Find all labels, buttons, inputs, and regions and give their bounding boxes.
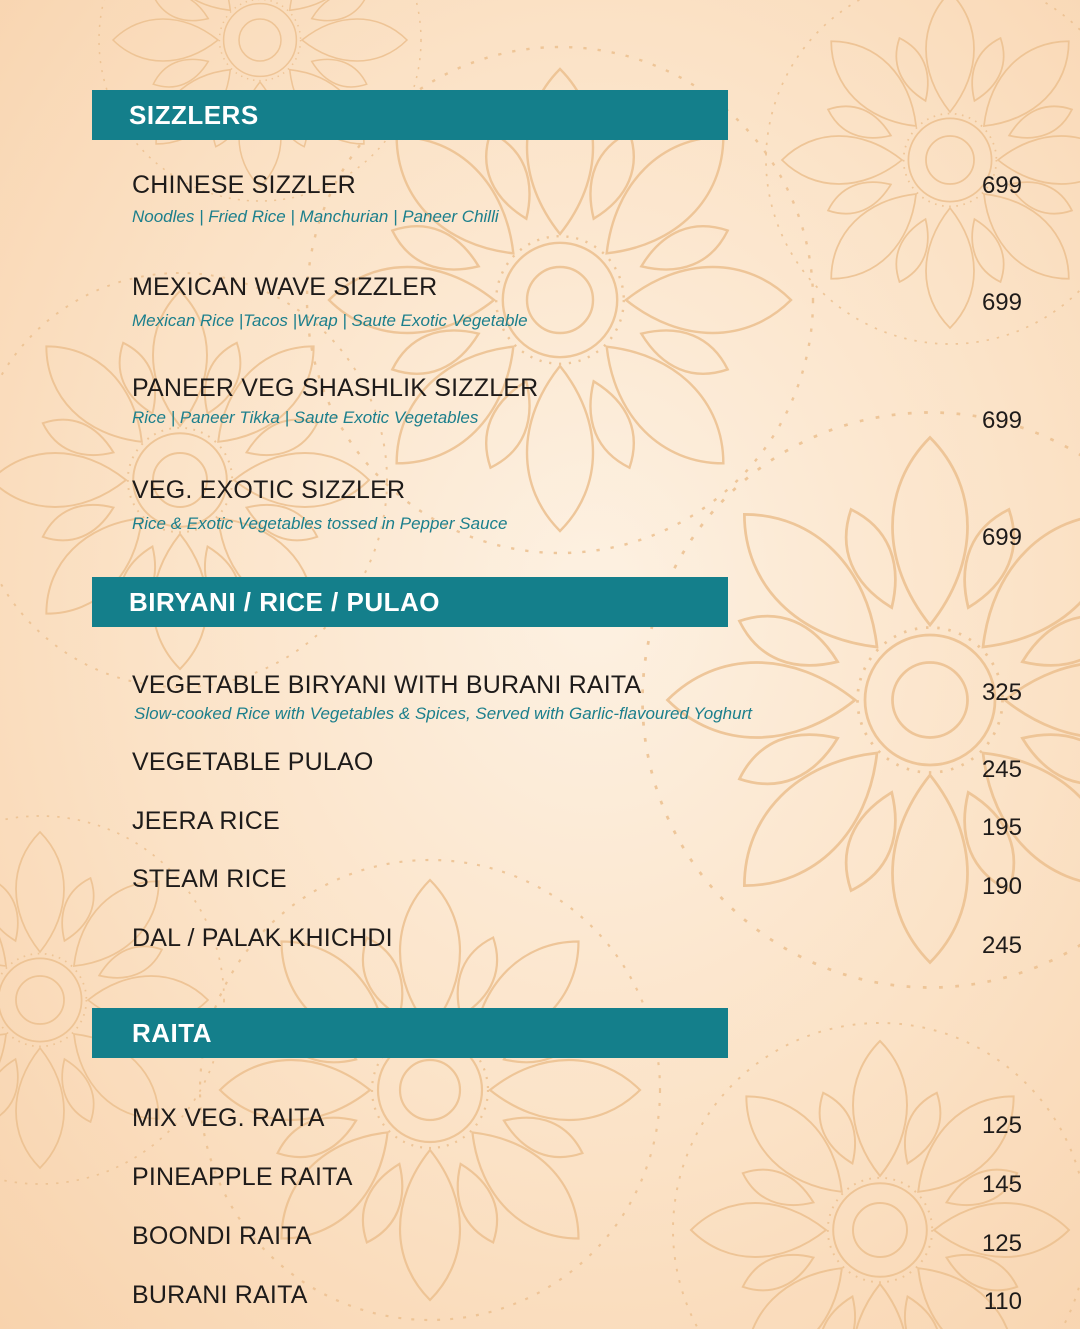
menu-item-name: CHINESE SIZZLER	[132, 171, 356, 199]
menu-item-name: MEXICAN WAVE SIZZLER	[132, 273, 438, 301]
menu-item-price: 190	[981, 873, 1022, 900]
section-header-raita: RAITA	[92, 1008, 728, 1058]
menu-item-name: VEGETABLE PULAO	[132, 748, 374, 776]
menu-item-name: VEGETABLE BIRYANI WITH BURANI RAITA	[132, 671, 642, 699]
menu-item-description: Mexican Rice |Tacos |Wrap | Saute Exotic Vegetable	[132, 311, 528, 330]
menu-item-price: 245	[981, 756, 1022, 783]
menu-item-description: Rice | Paneer Tikka | Saute Exotic Vegetables	[132, 408, 479, 427]
menu-item-price: 195	[981, 814, 1022, 841]
section-header-biryani: BIRYANI / RICE / PULAO	[92, 577, 728, 627]
section-header-sizzlers: SIZZLERS	[92, 90, 728, 140]
menu-item-name: JEERA RICE	[132, 807, 280, 835]
menu-item-description: Rice & Exotic Vegetables tossed in Pepper Sauce	[132, 514, 508, 533]
menu-item-price: 699	[981, 524, 1022, 551]
menu-item-price: 699	[981, 407, 1022, 434]
menu-item-price: 325	[981, 679, 1022, 706]
menu-item-name: PINEAPPLE RAITA	[132, 1163, 353, 1191]
menu-item-price: 110	[983, 1288, 1022, 1315]
menu-item-price: 245	[981, 932, 1022, 959]
menu-item-price: 699	[981, 172, 1022, 199]
menu-item-name: VEG. EXOTIC SIZZLER	[132, 476, 406, 504]
menu-item-price: 145	[981, 1171, 1022, 1198]
menu-item-price: 125	[981, 1112, 1022, 1139]
menu-item-price: 699	[981, 289, 1022, 316]
menu-item-name: STEAM RICE	[132, 865, 287, 893]
menu-item-description: Noodles | Fried Rice | Manchurian | Paneer Chilli	[132, 207, 499, 226]
menu-item-description: Slow-cooked Rice with Vegetables & Spices, Served with Garlic-flavoured Yoghurt	[134, 704, 752, 723]
menu-item-name: MIX VEG. RAITA	[132, 1104, 325, 1132]
menu-item-name: DAL / PALAK KHICHDI	[132, 924, 393, 952]
menu-item-name: BOONDI RAITA	[132, 1222, 312, 1250]
menu-item-price: 125	[981, 1230, 1022, 1257]
menu-item-name: BURANI RAITA	[132, 1281, 308, 1309]
menu-item-name: PANEER VEG SHASHLIK SIZZLER	[132, 374, 539, 402]
